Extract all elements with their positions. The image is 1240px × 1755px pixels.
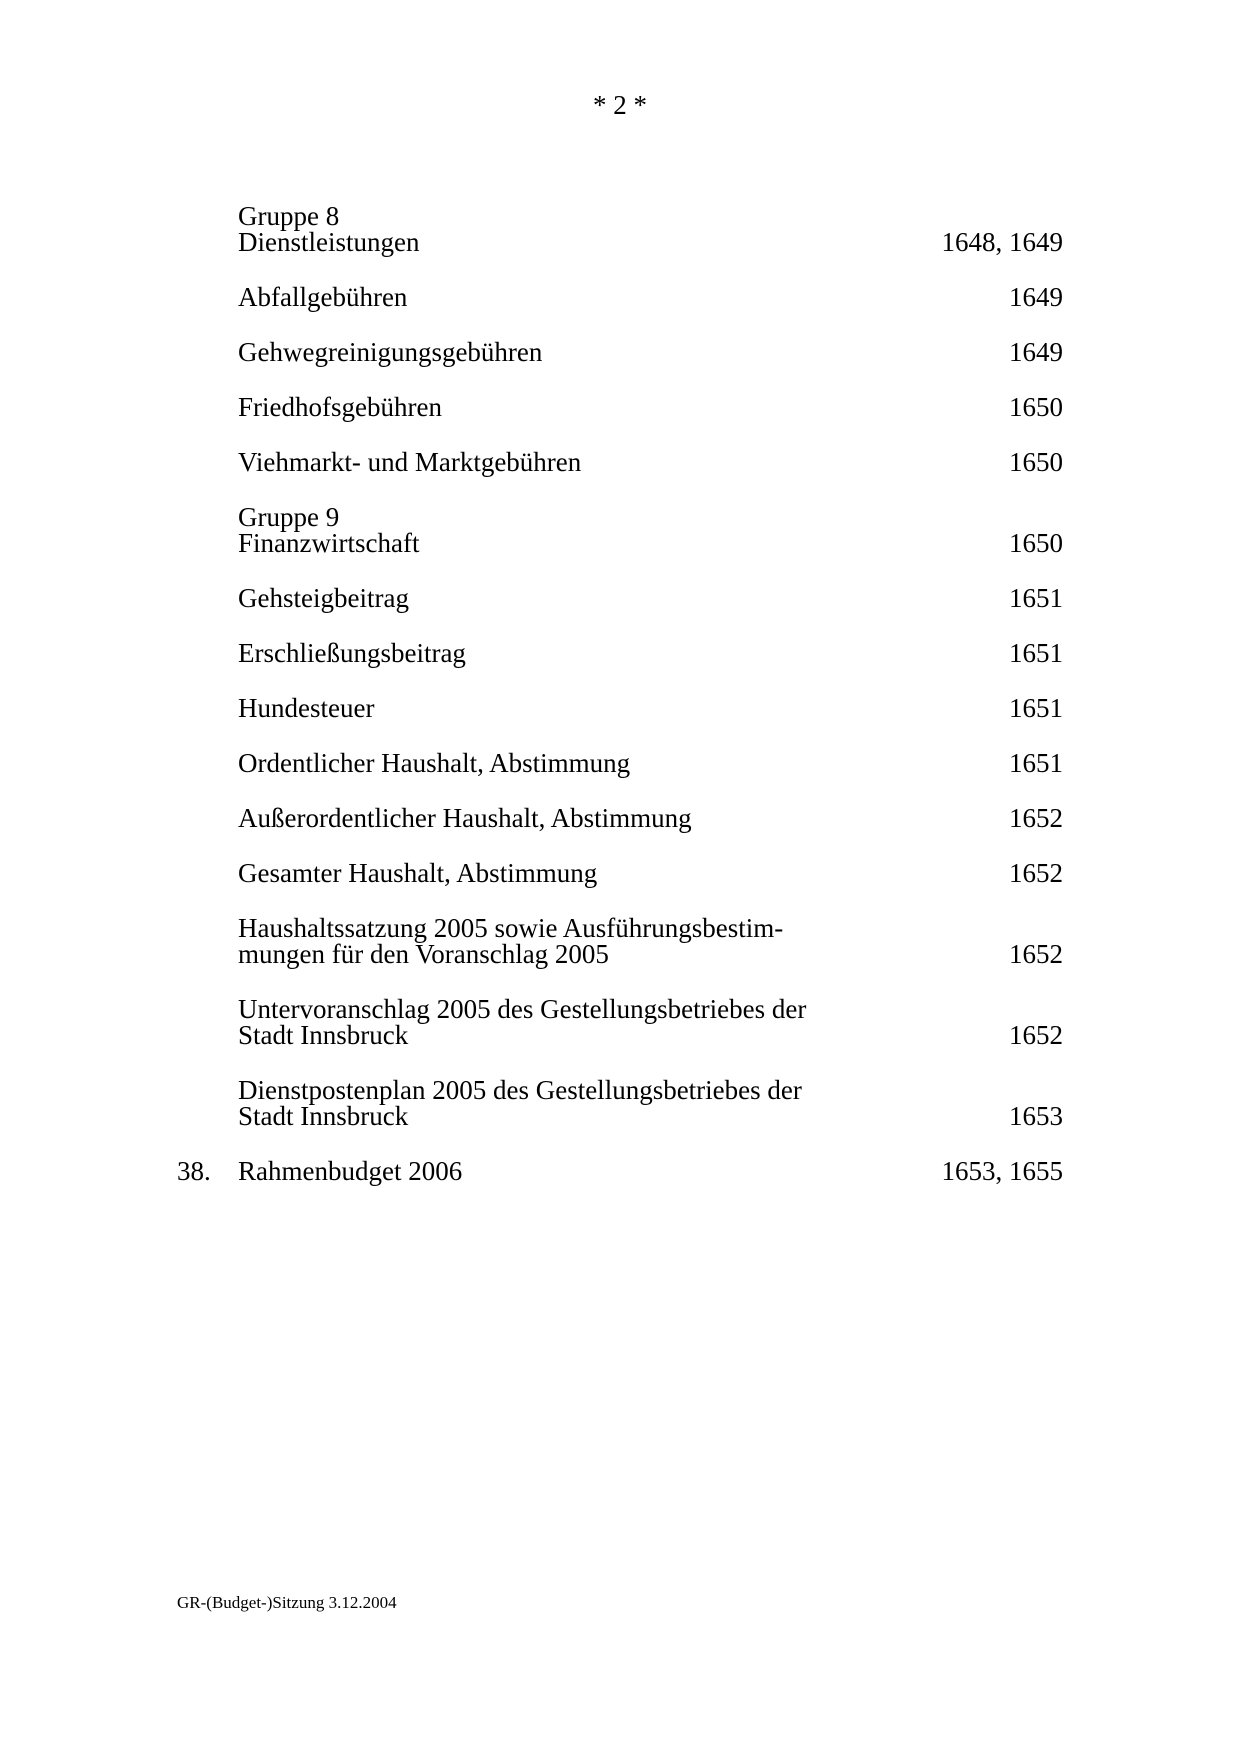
toc-entry bbox=[0, 585, 1240, 611]
toc-entry-title bbox=[238, 860, 898, 886]
toc-entry-title bbox=[238, 915, 898, 967]
toc-entry bbox=[0, 640, 1240, 666]
toc-entry-title bbox=[238, 284, 898, 310]
toc-entry-pages: 1650 bbox=[1009, 392, 1063, 422]
toc-entry-pages: 1651 bbox=[1009, 748, 1063, 778]
toc-entry bbox=[0, 915, 1240, 967]
toc-entry-line: Gruppe 9 bbox=[238, 502, 340, 532]
toc-entry-line: Stadt Innsbruck bbox=[238, 1020, 409, 1050]
toc-entry-line: Abfallgebühren bbox=[238, 282, 408, 312]
toc-entry-pages: 1652 bbox=[1009, 858, 1063, 888]
table-of-contents bbox=[0, 203, 1240, 1213]
toc-entry bbox=[0, 504, 1240, 556]
toc-entry-line: Viehmarkt- und Marktgebühren bbox=[238, 447, 582, 477]
toc-entry-title bbox=[238, 640, 898, 666]
toc-entry-pages: 1650 bbox=[1009, 528, 1063, 558]
toc-entry bbox=[0, 339, 1240, 365]
toc-entry-line: Gehsteigbeitrag bbox=[238, 583, 409, 613]
toc-entry bbox=[0, 449, 1240, 475]
toc-entry-pages: 1649 bbox=[1009, 282, 1063, 312]
toc-entry bbox=[0, 1077, 1240, 1129]
toc-entry-number: 38. bbox=[177, 1156, 211, 1186]
toc-entry-pages: 1651 bbox=[1009, 583, 1063, 613]
toc-entry-title bbox=[238, 339, 898, 365]
toc-entry-title bbox=[238, 1077, 898, 1129]
toc-entry bbox=[0, 284, 1240, 310]
toc-entry-line: Friedhofsgebühren bbox=[238, 392, 442, 422]
toc-entry-title bbox=[238, 1158, 898, 1184]
toc-entry bbox=[0, 203, 1240, 255]
toc-entry-pages: 1651 bbox=[1009, 638, 1063, 668]
toc-entry-pages: 1651 bbox=[1009, 693, 1063, 723]
toc-entry bbox=[0, 394, 1240, 420]
toc-entry-title bbox=[238, 394, 898, 420]
toc-entry-title bbox=[238, 585, 898, 611]
toc-entry-pages: 1649 bbox=[1009, 337, 1063, 367]
toc-entry-line: Hundesteuer bbox=[238, 693, 375, 723]
toc-entry bbox=[0, 695, 1240, 721]
toc-entry-pages: 1653, 1655 bbox=[941, 1156, 1063, 1186]
toc-entry-pages: 1652 bbox=[1009, 1020, 1063, 1050]
toc-entry-title bbox=[238, 695, 898, 721]
toc-entry-line: Außerordentlicher Haushalt, Abstimmung bbox=[238, 803, 692, 833]
toc-entry-pages: 1650 bbox=[1009, 447, 1063, 477]
toc-entry-title bbox=[238, 750, 898, 776]
toc-entry-line: Ordentlicher Haushalt, Abstimmung bbox=[238, 748, 631, 778]
toc-entry-title bbox=[238, 203, 898, 255]
toc-entry bbox=[0, 996, 1240, 1048]
toc-entry-line: Untervoranschlag 2005 des Gestellungsbetriebes der bbox=[238, 994, 807, 1024]
page-footer: GR-(Budget-)Sitzung 3.12.2004 bbox=[177, 1593, 397, 1612]
toc-entry-line: Dienstleistungen bbox=[238, 227, 420, 257]
toc-entry-line: Erschließungsbeitrag bbox=[238, 638, 466, 668]
toc-entry bbox=[0, 860, 1240, 886]
toc-entry-pages: 1648, 1649 bbox=[941, 227, 1063, 257]
toc-entry-line: Dienstpostenplan 2005 des Gestellungsbetriebes der bbox=[238, 1075, 802, 1105]
toc-entry-title bbox=[238, 996, 898, 1048]
toc-entry-line: Gesamter Haushalt, Abstimmung bbox=[238, 858, 598, 888]
toc-entry-line: Finanzwirtschaft bbox=[238, 528, 420, 558]
toc-entry-line: Stadt Innsbruck bbox=[238, 1101, 409, 1131]
toc-entry-title bbox=[238, 449, 898, 475]
toc-entry-pages: 1652 bbox=[1009, 803, 1063, 833]
toc-entry bbox=[0, 805, 1240, 831]
toc-entry-line: mungen für den Voranschlag 2005 bbox=[238, 939, 609, 969]
toc-entry bbox=[0, 750, 1240, 776]
toc-entry-line: Haushaltssatzung 2005 sowie Ausführungsbestim- bbox=[238, 913, 784, 943]
toc-entry-title bbox=[238, 504, 898, 556]
toc-entry-line: Gruppe 8 bbox=[238, 201, 340, 231]
page-number-header: * 2 * bbox=[593, 90, 647, 120]
toc-entry-line: Gehwegreinigungsgebühren bbox=[238, 337, 543, 367]
toc-entry-line: Rahmenbudget 2006 bbox=[238, 1156, 463, 1186]
toc-entry-pages: 1653 bbox=[1009, 1101, 1063, 1131]
toc-entry-pages: 1652 bbox=[1009, 939, 1063, 969]
toc-entry bbox=[0, 1158, 1240, 1184]
toc-entry-title bbox=[238, 805, 898, 831]
